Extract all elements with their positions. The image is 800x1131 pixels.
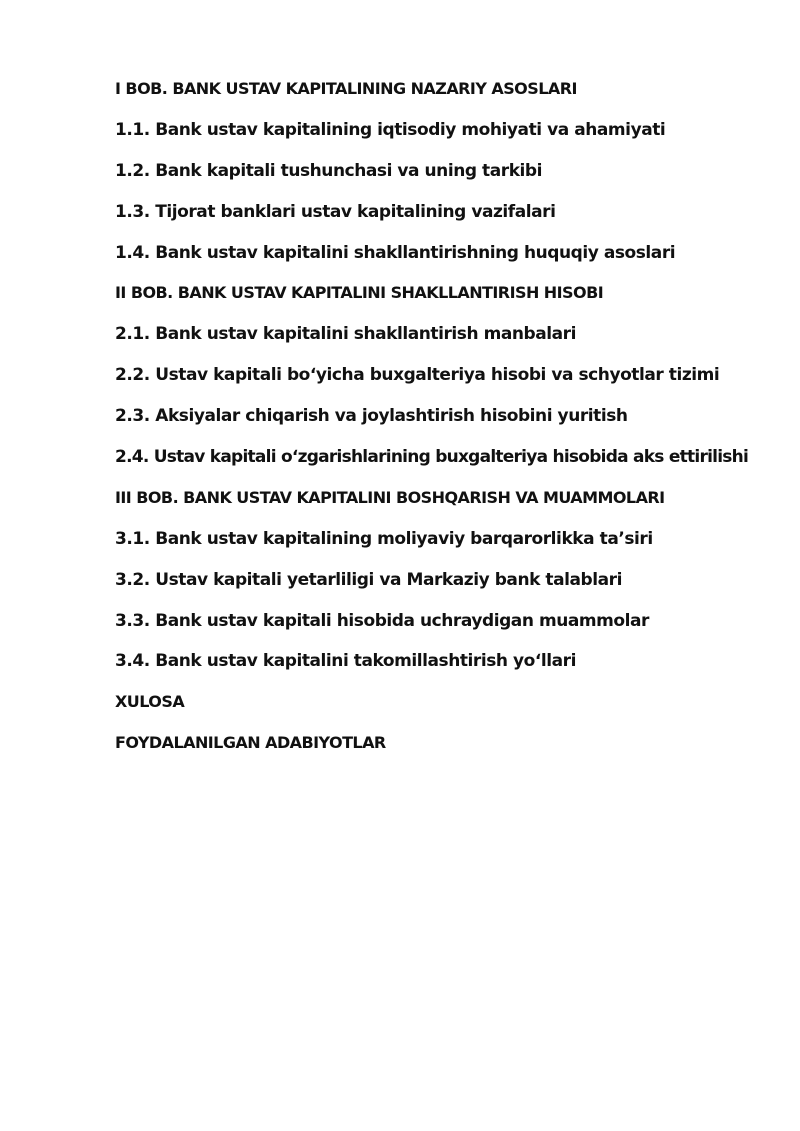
toc-section-3-3: 3.3. Bank ustav kapitali hisobida uchraydigan muammolar [115, 610, 649, 631]
toc-section-3-1: 3.1. Bank ustav kapitalining moliyaviy barqarorlikka ta’siri [115, 528, 653, 549]
toc-section-2-2: 2.2. Ustav kapitali boʻyicha buxgalteriya hisobi va schyotlar tizimi [115, 365, 720, 386]
toc-section-1-2: 1.2. Bank kapitali tushunchasi va uning tarkibi [115, 160, 543, 181]
toc-section-1-3: 1.3. Tijorat banklari ustav kapitalining vazifalari [115, 201, 556, 222]
toc-conclusion: XULOSA [115, 692, 185, 712]
toc-chapter-1: I BOB. BANK USTAV KAPITALINING NAZARIY ASOSLARI [115, 79, 577, 98]
toc-section-1-4: 1.4. Bank ustav kapitalini shakllantirishning huquqiy asoslari [115, 242, 676, 263]
toc-chapter-3: III BOB. BANK USTAV KAPITALINI BOSHQARISH VA MUAMMOLARI [115, 487, 665, 507]
toc-references: FOYDALANILGAN ADABIYOTLAR [115, 733, 386, 753]
toc-section-2-3: 2.3. Aksiyalar chiqarish va joylashtirish hisobini yuritish [115, 406, 628, 427]
toc-section-2-1: 2.1. Bank ustav kapitalini shakllantirish manbalari [115, 324, 576, 345]
toc-section-2-4: 2.4. Ustav kapitali oʻzgarishlarining buxgalteriya hisobida aks ettirilishi [115, 447, 749, 468]
toc-section-3-4: 3.4. Bank ustav kapitalini takomillashtirish yoʻllari [115, 651, 576, 672]
toc-chapter-2: II BOB. BANK USTAV KAPITALINI SHAKLLANTIRISH HISOBI [115, 283, 604, 303]
toc-section-1-1: 1.1. Bank ustav kapitalining iqtisodiy mohiyati va ahamiyati [115, 119, 666, 140]
toc-section-3-2: 3.2. Ustav kapitali yetarliligi va Markaziy bank talablari [115, 569, 622, 590]
table-of-contents [115, 76, 785, 771]
